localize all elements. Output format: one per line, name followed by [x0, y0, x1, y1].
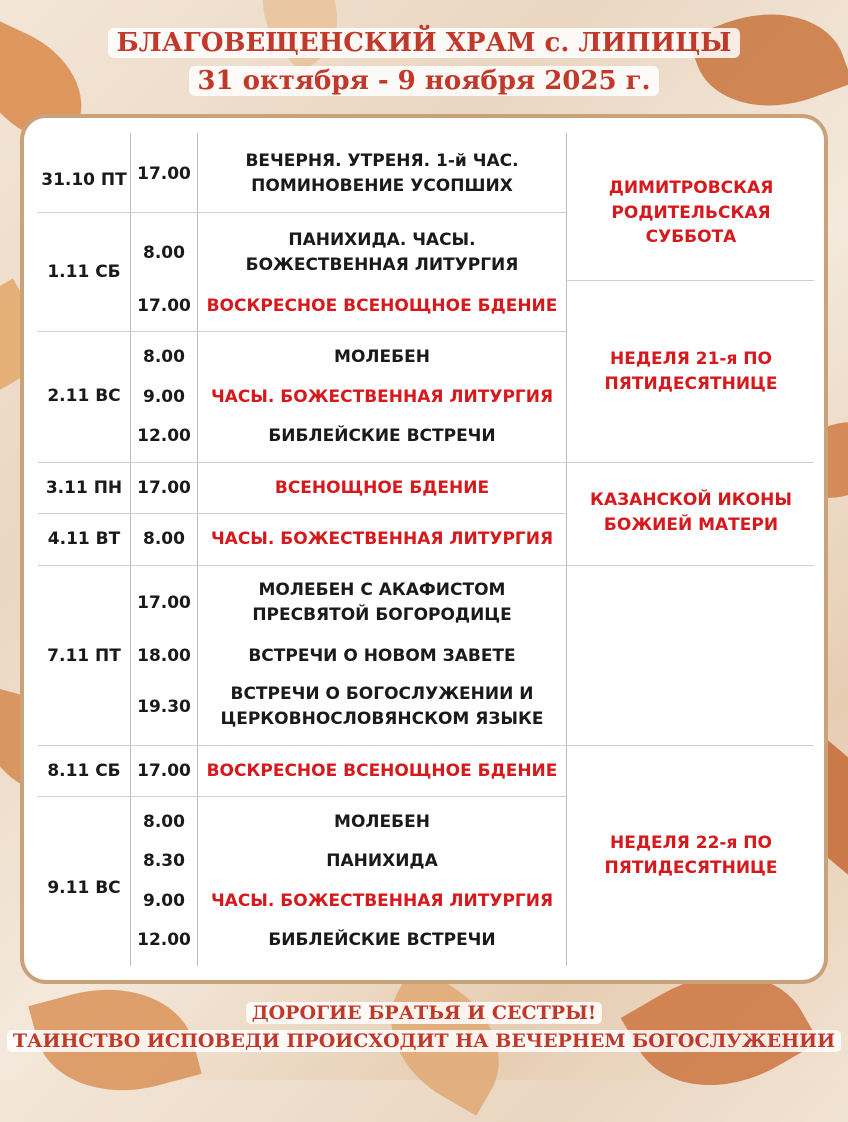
service-name: ВЕЧЕРНЯ. УТРЕНЯ. 1-й ЧАС. ПОМИНОВЕНИЕ УСОПШИХ — [245, 151, 519, 196]
service-time: 18.00 — [137, 645, 191, 666]
service-name: ПАНИХИДА. ЧАСЫ. БОЖЕСТВЕННАЯ ЛИТУРГИЯ — [245, 230, 519, 275]
row-divider — [38, 331, 566, 332]
service-time: 9.00 — [143, 386, 185, 407]
day-date: 2.11 ВС — [47, 385, 121, 406]
service-time: 8.30 — [143, 850, 185, 871]
service-name: ВСЕНОЩНОЕ БДЕНИЕ — [274, 477, 490, 498]
date-range: 31 октября - 9 ноября 2025 г. — [0, 66, 848, 96]
service-name: ВСТРЕЧИ О НОВОМ ЗАВЕТЕ — [248, 645, 516, 666]
feast-label: НЕДЕЛЯ 22-я ПО ПЯТИДЕСЯТНИЦЕ — [604, 833, 778, 878]
service-time: 8.00 — [143, 528, 185, 549]
footer-confession-note: ТАИНСТВО ИСПОВЕДИ ПРОИСХОДИТ НА ВЕЧЕРНЕМ БОГОСЛУЖЕНИИ — [0, 1030, 848, 1052]
service-name: ВСТРЕЧИ О БОГОСЛУЖЕНИИ И ЦЕРКОВНОСЛОВЯНСКОМ ЯЗЫКЕ — [220, 684, 544, 729]
service-name: ЧАСЫ. БОЖЕСТВЕННАЯ ЛИТУРГИЯ — [210, 528, 554, 549]
service-time: 12.00 — [137, 425, 191, 446]
service-time: 17.00 — [137, 592, 191, 613]
feast-label: НЕДЕЛЯ 21-я ПО ПЯТИДЕСЯТНИЦЕ — [604, 349, 778, 394]
service-name: ПАНИХИДА — [326, 850, 438, 871]
day-date: 3.11 ПН — [45, 477, 123, 498]
row-divider — [38, 462, 814, 463]
service-name: МОЛЕБЕН С АКАФИСТОМ ПРЕСВЯТОЙ БОГОРОДИЦЕ — [252, 580, 512, 625]
feast-label: КАЗАНСКОЙ ИКОНЫ БОЖИЕЙ МАТЕРИ — [590, 490, 792, 535]
row-divider — [38, 212, 566, 213]
service-time: 17.00 — [137, 163, 191, 184]
service-time: 9.00 — [143, 890, 185, 911]
row-divider — [566, 280, 814, 281]
service-name: ВОСКРЕСНОЕ ВСЕНОЩНОЕ БДЕНИЕ — [206, 760, 558, 781]
footer-greeting: ДОРОГИЕ БРАТЬЯ И СЕСТРЫ! — [0, 1002, 848, 1024]
service-time: 17.00 — [137, 760, 191, 781]
row-divider — [38, 745, 814, 746]
day-date: 1.11 СБ — [47, 261, 121, 282]
service-name: ЧАСЫ. БОЖЕСТВЕННАЯ ЛИТУРГИЯ — [210, 890, 554, 911]
day-date: 8.11 СБ — [47, 760, 121, 781]
feast-label: ДИМИТРОВСКАЯ РОДИТЕЛЬСКАЯ СУББОТА — [608, 178, 774, 248]
day-date: 7.11 ПТ — [47, 645, 121, 666]
service-time: 17.00 — [137, 295, 191, 316]
service-time: 19.30 — [137, 696, 191, 717]
service-name: МОЛЕБЕН — [334, 811, 430, 832]
service-time: 12.00 — [137, 929, 191, 950]
service-time: 8.00 — [143, 242, 185, 263]
service-name: БИБЛЕЙСКИЕ ВСТРЕЧИ — [268, 929, 496, 950]
day-date: 9.11 ВС — [47, 877, 121, 898]
service-name: ВОСКРЕСНОЕ ВСЕНОЩНОЕ БДЕНИЕ — [206, 295, 558, 316]
row-divider — [38, 513, 566, 514]
service-time: 8.00 — [143, 811, 185, 832]
day-date: 4.11 ВТ — [47, 528, 121, 549]
row-divider — [38, 565, 814, 566]
row-divider — [38, 796, 566, 797]
day-date: 31.10 ПТ — [41, 169, 127, 190]
service-time: 17.00 — [137, 477, 191, 498]
service-name: МОЛЕБЕН — [334, 346, 430, 367]
service-name: БИБЛЕЙСКИЕ ВСТРЕЧИ — [268, 425, 496, 446]
service-time: 8.00 — [143, 346, 185, 367]
page-title: БЛАГОВЕЩЕНСКИЙ ХРАМ с. ЛИПИЦЫ — [0, 28, 848, 58]
service-name: ЧАСЫ. БОЖЕСТВЕННАЯ ЛИТУРГИЯ — [210, 386, 554, 407]
